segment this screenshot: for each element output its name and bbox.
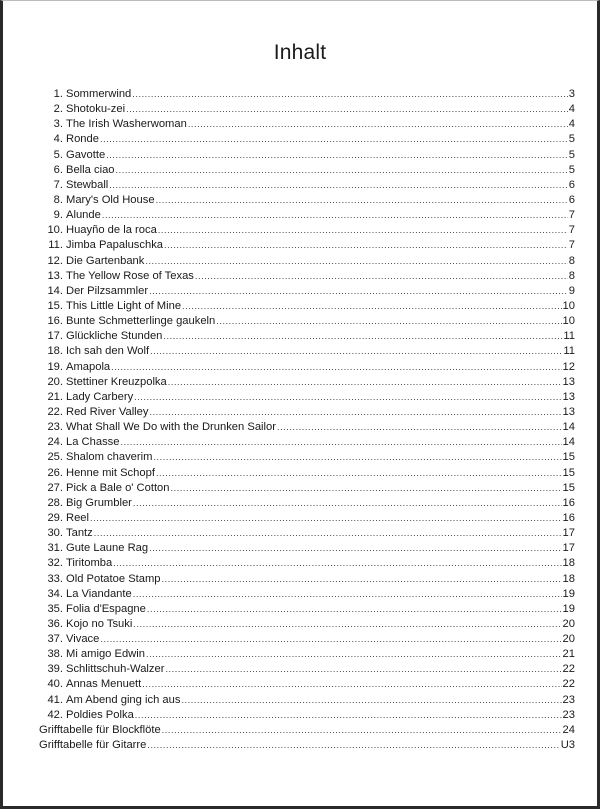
toc-entry-title: Grifftabelle für Gitarre <box>39 739 147 752</box>
toc-entry <box>39 178 575 193</box>
toc-entry-title: Big Grumbler <box>66 496 132 509</box>
dot-leader <box>106 148 568 163</box>
dot-leader <box>182 299 562 314</box>
toc-entry-title: Stettiner Kreuzpolka <box>66 375 167 388</box>
toc-entry-title: Amapola <box>66 360 111 373</box>
toc-entry <box>39 450 575 465</box>
toc-entry-title: Bunte Schmetterlinge gaukeln <box>66 315 216 328</box>
toc-entry <box>39 647 575 662</box>
toc-entry <box>39 677 575 692</box>
toc-entry-number: 19. <box>47 360 63 373</box>
toc-entry-page: 24 <box>562 723 575 736</box>
toc-entry-number: 28. <box>47 496 63 509</box>
toc-entry-page: 19 <box>562 602 575 615</box>
toc-entry-number: 25. <box>47 451 63 464</box>
toc-entry-page: 10 <box>562 299 575 312</box>
toc-entry-page: 18 <box>562 572 575 585</box>
toc-entry <box>39 223 575 238</box>
toc-entry <box>39 299 575 314</box>
dot-leader <box>133 496 562 511</box>
dot-leader <box>135 708 562 723</box>
toc-entry <box>39 541 575 556</box>
dot-leader <box>149 284 568 299</box>
toc-entry-page: 15 <box>562 451 575 464</box>
toc-entry <box>39 344 575 359</box>
toc-entry <box>39 511 575 526</box>
toc-entry-title: Huayño de la roca <box>66 224 157 237</box>
toc-entry <box>39 314 575 329</box>
toc-entry-number: 33. <box>47 572 63 585</box>
dot-leader <box>109 178 567 193</box>
toc-entry <box>39 587 575 602</box>
toc-entry-number: 13. <box>47 269 63 282</box>
dot-leader <box>102 208 568 223</box>
toc-entry-number: 40. <box>47 678 63 691</box>
toc-entry-page: 8 <box>568 269 575 282</box>
toc-entry <box>39 360 575 375</box>
toc-entry <box>39 269 575 284</box>
toc-entry-number: 17. <box>47 330 63 343</box>
toc-entry-number: 15. <box>47 299 63 312</box>
toc-entry-page: 21 <box>562 648 575 661</box>
toc-entry-page: 16 <box>562 496 575 509</box>
toc-entry-title: Lady Carbery <box>66 390 134 403</box>
toc-entry-page: 7 <box>568 209 575 222</box>
dot-leader <box>142 677 561 692</box>
toc-entry-page: 15 <box>562 481 575 494</box>
toc-entry <box>39 466 575 481</box>
toc-entry <box>39 193 575 208</box>
toc-entry <box>39 163 575 178</box>
toc-entry-title: Kojo no Tsuki <box>66 617 133 630</box>
dot-leader <box>162 572 562 587</box>
toc-entry-title: Red River Valley <box>66 405 149 418</box>
toc-entry-page: 7 <box>568 239 575 252</box>
dot-leader <box>146 647 562 662</box>
toc-entry-number: 5. <box>53 148 63 161</box>
toc-entry-number: 14. <box>47 284 63 297</box>
toc-entry-page: 20 <box>562 633 575 646</box>
toc-entry-title: Henne mit Schopf <box>66 466 155 479</box>
toc-entry-number: 7. <box>53 178 63 191</box>
toc-entry-number: 27. <box>47 481 63 494</box>
dot-leader <box>150 344 562 359</box>
dot-leader <box>100 132 568 147</box>
toc-entry-title: Shalom chaverim <box>66 451 153 464</box>
toc-entry-page: 6 <box>568 178 575 191</box>
toc-entry-title: Old Potatoe Stamp <box>66 572 161 585</box>
dot-leader <box>132 87 567 102</box>
toc-entry <box>39 526 575 541</box>
toc-entry <box>39 254 575 269</box>
toc-entry <box>39 284 575 299</box>
toc-entry-number: 20. <box>47 375 63 388</box>
toc-entry <box>39 238 575 253</box>
dot-leader <box>134 390 561 405</box>
toc-entry-number: 36. <box>47 617 63 630</box>
toc-entry-number: 12. <box>47 254 63 267</box>
toc-entry-title: What Shall We Do with the Drunken Sailor <box>66 421 276 434</box>
toc-entry-number: 6. <box>53 163 63 176</box>
toc-entry <box>39 693 575 708</box>
toc-entry-title: Bella ciao <box>66 163 115 176</box>
toc-entry-page: 10 <box>562 315 575 328</box>
dot-leader <box>277 420 562 435</box>
toc-entry-title: Gavotte <box>66 148 106 161</box>
toc-entry <box>39 435 575 450</box>
dot-leader <box>133 587 562 602</box>
dot-leader <box>153 450 561 465</box>
toc-entry-page: 17 <box>562 527 575 540</box>
toc-entry <box>39 329 575 344</box>
toc-entry-number: 31. <box>47 542 63 555</box>
toc-entry-page: 13 <box>562 375 575 388</box>
toc-entry-number: 37. <box>47 633 63 646</box>
toc-entry <box>39 617 575 632</box>
toc-entry-title: Gute Laune Rag <box>66 542 149 555</box>
toc-entry-number: 29. <box>47 511 63 524</box>
dot-leader <box>126 102 568 117</box>
toc-entry-page: 5 <box>568 163 575 176</box>
toc-entry <box>39 632 575 647</box>
toc-entry-title: La Chasse <box>66 436 120 449</box>
toc-entry <box>39 390 575 405</box>
toc-entry-page: 13 <box>562 405 575 418</box>
toc-entry-page: 19 <box>562 587 575 600</box>
toc-entry-title: Grifftabelle für Blockflöte <box>39 723 161 736</box>
toc-entry <box>39 723 575 738</box>
dot-leader <box>164 238 568 253</box>
toc-entry <box>39 556 575 571</box>
page-title: Inhalt <box>273 41 327 64</box>
toc-entry-title: Tantz <box>66 527 93 540</box>
toc-entry-page: 17 <box>562 542 575 555</box>
toc-entry-page: 3 <box>568 88 575 100</box>
toc-entry-page: 9 <box>568 284 575 297</box>
toc-entry-number: 21. <box>47 390 63 403</box>
table-of-contents <box>39 87 575 753</box>
toc-entry <box>39 87 575 102</box>
dot-leader <box>94 526 562 541</box>
toc-entry-title: Poldies Polka <box>66 708 134 721</box>
toc-entry-page: 15 <box>562 466 575 479</box>
toc-entry-title: Stewball <box>66 178 109 191</box>
toc-entry-page: 11 <box>563 345 575 358</box>
toc-entry-number: 24. <box>47 436 63 449</box>
dot-leader <box>165 662 561 677</box>
toc-entry-number: 16. <box>47 315 63 328</box>
toc-entry-number: 41. <box>47 693 63 706</box>
toc-entry-number: 35. <box>47 602 63 615</box>
toc-entry-title: This Little Light of Mine <box>66 299 182 312</box>
toc-entry-title: The Yellow Rose of Texas <box>66 269 194 282</box>
toc-entry-title: Glückliche Stunden <box>66 330 163 343</box>
toc-entry-title: Reel <box>66 511 90 524</box>
toc-entry <box>39 405 575 420</box>
toc-entry-number: 18. <box>47 345 63 358</box>
dot-leader <box>195 269 568 284</box>
toc-entry-title: Sommerwind <box>66 88 132 100</box>
dot-leader <box>158 223 568 238</box>
dot-leader <box>150 405 562 420</box>
dot-leader <box>113 556 561 571</box>
toc-entry-page: 7 <box>568 224 575 237</box>
toc-entry <box>39 496 575 511</box>
toc-entry-page: 22 <box>562 678 575 691</box>
toc-entry-page: 5 <box>568 133 575 146</box>
toc-entry <box>39 102 575 117</box>
toc-entry-page: 18 <box>562 557 575 570</box>
dot-leader <box>188 117 568 132</box>
toc-entry-title: Pick a Bale o' Cotton <box>66 481 170 494</box>
toc-entry-page: U3 <box>560 739 575 752</box>
toc-entry-number: 10. <box>47 224 63 237</box>
toc-entry-number: 38. <box>47 648 63 661</box>
toc-entry-page: 11 <box>563 330 575 343</box>
toc-entry-page: 14 <box>562 421 575 434</box>
toc-entry-number: 1. <box>53 88 63 100</box>
toc-entry-title: Vivace <box>66 633 100 646</box>
toc-entry-page: 13 <box>562 390 575 403</box>
dot-leader <box>162 723 562 738</box>
toc-entry-number: 9. <box>53 209 63 222</box>
toc-entry-number: 30. <box>47 527 63 540</box>
toc-entry-page: 8 <box>568 254 575 267</box>
toc-entry-number: 26. <box>47 466 63 479</box>
toc-entry-title: Schlittschuh-Walzer <box>66 663 165 676</box>
dot-leader <box>163 329 562 344</box>
toc-entry <box>39 375 575 390</box>
toc-entry-number: 32. <box>47 557 63 570</box>
toc-entry-number: 4. <box>53 133 63 146</box>
dot-leader <box>168 375 562 390</box>
toc-entry-number: 34. <box>47 587 63 600</box>
dot-leader <box>156 193 568 208</box>
toc-entry-page: 23 <box>562 693 575 706</box>
toc-entry-title: Shotoku-zei <box>66 103 126 116</box>
toc-entry-number: 3. <box>53 118 63 131</box>
toc-entry <box>39 208 575 223</box>
dot-leader <box>133 617 561 632</box>
dot-leader <box>181 693 561 708</box>
toc-entry-page: 6 <box>568 193 575 206</box>
toc-entry-title: Jimba Papaluschka <box>66 239 164 252</box>
dot-leader <box>145 254 567 269</box>
dot-leader <box>121 435 562 450</box>
toc-entry <box>39 602 575 617</box>
dot-leader <box>116 163 568 178</box>
toc-entry-title: The Irish Washerwoman <box>66 118 187 131</box>
toc-entry-page: 5 <box>568 148 575 161</box>
toc-entry-page: 4 <box>568 118 575 131</box>
toc-entry-title: Am Abend ging ich aus <box>66 693 181 706</box>
toc-entry <box>39 738 575 753</box>
toc-entry-number: 39. <box>47 663 63 676</box>
toc-entry-title: Die Gartenbank <box>66 254 145 267</box>
dot-leader <box>147 602 562 617</box>
toc-entry <box>39 572 575 587</box>
toc-entry-title: Annas Menuett <box>66 678 142 691</box>
dot-leader <box>111 360 561 375</box>
toc-entry-title: Ronde <box>66 133 99 146</box>
toc-entry <box>39 420 575 435</box>
toc-entry-title: Folia d'Espagne <box>66 602 146 615</box>
toc-entry-title: La Viandante <box>66 587 132 600</box>
toc-entry-number: 23. <box>47 421 63 434</box>
toc-entry-page: 4 <box>568 103 575 116</box>
dot-leader <box>147 738 559 753</box>
toc-entry-title: Alunde <box>66 209 101 222</box>
toc-entry-number: 8. <box>53 193 63 206</box>
dot-leader <box>100 632 561 647</box>
toc-entry-title: Mi amigo Edwin <box>66 648 145 661</box>
toc-entry-page: 22 <box>562 663 575 676</box>
toc-entry <box>39 117 575 132</box>
toc-entry <box>39 481 575 496</box>
toc-entry <box>39 148 575 163</box>
toc-entry-title: Der Pilzsammler <box>66 284 149 297</box>
toc-entry-title: Tiritomba <box>66 557 113 570</box>
toc-entry-number: 2. <box>53 103 63 116</box>
toc-entry <box>39 662 575 677</box>
toc-entry <box>39 132 575 147</box>
toc-entry-title: Mary's Old House <box>66 193 155 206</box>
toc-entry-page: 12 <box>562 360 575 373</box>
dot-leader <box>171 481 562 496</box>
dot-leader <box>149 541 561 556</box>
toc-entry-title: Ich sah den Wolf <box>66 345 150 358</box>
toc-entry-page: 14 <box>562 436 575 449</box>
toc-entry <box>39 708 575 723</box>
toc-entry-page: 16 <box>562 511 575 524</box>
toc-entry-page: 23 <box>562 708 575 721</box>
toc-entry-number: 42. <box>47 708 63 721</box>
toc-entry-number: 11. <box>48 239 63 252</box>
dot-leader <box>156 466 562 481</box>
dot-leader <box>90 511 562 526</box>
toc-entry-page: 20 <box>562 617 575 630</box>
dot-leader <box>216 314 561 329</box>
toc-entry-number: 22. <box>47 405 63 418</box>
